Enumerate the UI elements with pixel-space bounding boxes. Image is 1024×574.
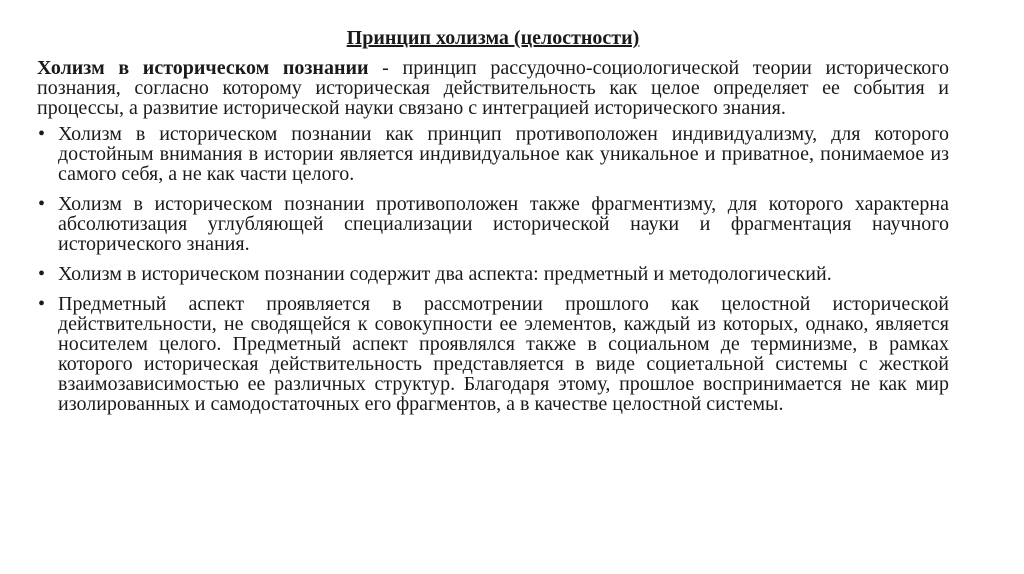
bullet-item-4 <box>37 294 949 414</box>
bullet-item-2 <box>37 194 949 254</box>
bullet-icon: • <box>38 123 46 145</box>
intro-paragraph <box>37 58 949 118</box>
bullet-list <box>37 124 949 414</box>
intro-term: Холизм в историческом познании <box>37 57 369 79</box>
slide-content <box>37 26 949 424</box>
bullet-text: Холизм в историческом познании как принцип противоположен индивидуализму, для которого достойным внимания в истории является индивидуальное как уникальное и приватное, понимаемое из самого себя, а не как части целого. <box>58 123 949 185</box>
bullet-item-1 <box>37 124 949 184</box>
bullet-text: Холизм в историческом познании содержит два аспекта: предметный и методологический. <box>58 263 832 285</box>
slide-title: Принцип холизма (целостности) <box>346 27 640 49</box>
bullet-icon: • <box>38 293 46 315</box>
bullet-item-3 <box>37 264 949 284</box>
bullet-text: Холизм в историческом познании противоположен также фрагментизму, для которого характерна абсолютизация углубляющей специализации исторической науки и фрагментация научного исторического знания. <box>58 193 949 255</box>
bullet-text: Предметный аспект проявляется в рассмотрении прошлого как целостной исторической действительности, не сводящейся к совокупности ее элементов, каждый из которых, однако, является носителем целого. Предметный аспект проявлялся также в социальном де терминизме, в рамках которого историческая действительность представляется в виде социетальной системы с жесткой взаимозависимостью ее различных структур. Благодаря этому, прошлое воспринимается не как мир изолированных и самодостаточных его фрагментов, а в качестве целостной системы. <box>58 293 949 415</box>
intro-text: - принцип рассудочно-социологической теории исторического познания, согласно которому историческая действительность как целое определяет ее события и процессы, а развитие исторической науки связано с интеграцией исторического знания. <box>37 57 950 119</box>
bullet-icon: • <box>38 193 46 215</box>
bullet-icon: • <box>38 263 46 285</box>
